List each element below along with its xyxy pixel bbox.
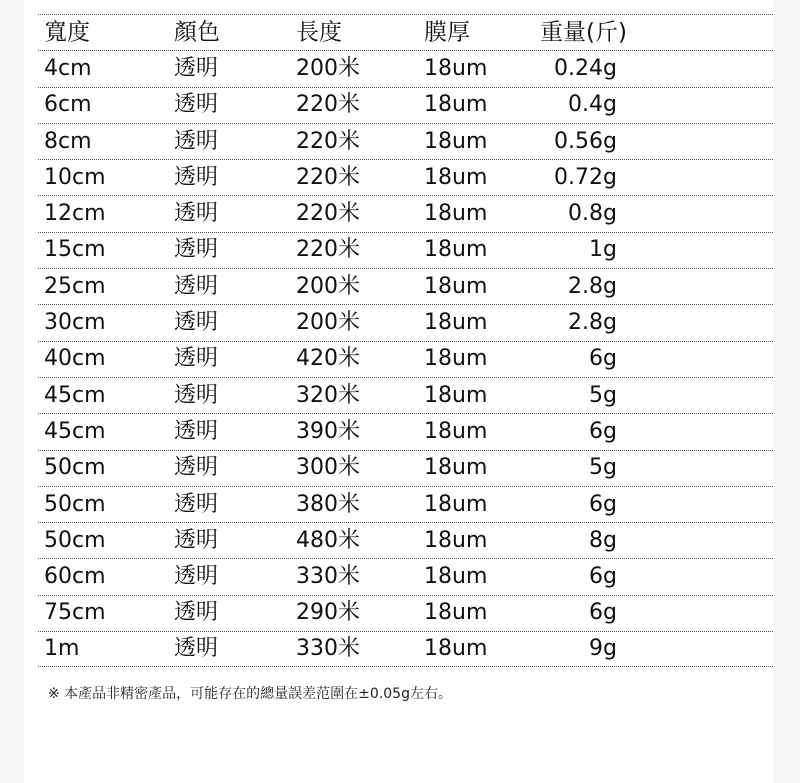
table-row: [38, 195, 773, 231]
cell-weight: 1g: [589, 237, 617, 263]
cell-weight: 5g: [589, 455, 617, 481]
cell-length: 220米: [296, 201, 360, 227]
cell-width: 10cm: [44, 164, 106, 190]
table-row: [38, 450, 773, 486]
cell-length: 220米: [296, 164, 360, 190]
header-weight: 重量(斤): [540, 19, 627, 46]
cell-length: 200米: [296, 310, 360, 336]
cell-width: 30cm: [44, 310, 106, 336]
spec-table: [38, 14, 773, 667]
cell-film-thickness: 18um: [424, 164, 488, 190]
cell-color: 透明: [174, 455, 219, 481]
cell-film-thickness: 18um: [424, 310, 488, 336]
cell-color: 透明: [174, 564, 219, 590]
footnote: ※ 本產品非精密產品，可能存在的總量誤差范圍在±0.05g左右。: [48, 686, 452, 702]
cell-color: 透明: [174, 346, 219, 372]
cell-color: 透明: [174, 237, 219, 263]
cell-color: 透明: [174, 55, 219, 81]
cell-width: 12cm: [44, 201, 106, 227]
table-header-row: [38, 14, 773, 50]
cell-weight: 0.8g: [568, 201, 617, 227]
cell-length: 420米: [296, 346, 360, 372]
cell-length: 330米: [296, 564, 360, 590]
header-color: 顏色: [174, 19, 220, 46]
cell-film-thickness: 18um: [424, 55, 488, 81]
table-row: [38, 268, 773, 304]
table-row: [38, 159, 773, 195]
cell-length: 380米: [296, 491, 360, 517]
cell-color: 透明: [174, 128, 219, 154]
table-row: [38, 304, 773, 340]
cell-film-thickness: 18um: [424, 636, 488, 662]
cell-weight: 0.4g: [568, 92, 617, 118]
cell-film-thickness: 18um: [424, 273, 488, 299]
cell-film-thickness: 18um: [424, 527, 488, 553]
cell-color: 透明: [174, 201, 219, 227]
cell-length: 480米: [296, 527, 360, 553]
cell-color: 透明: [174, 527, 219, 553]
cell-weight: 0.56g: [554, 128, 617, 154]
cell-weight: 6g: [589, 418, 617, 444]
cell-width: 6cm: [44, 92, 92, 118]
cell-weight: 8g: [589, 527, 617, 553]
header-length: 長度: [296, 19, 342, 46]
cell-length: 220米: [296, 92, 360, 118]
cell-width: 40cm: [44, 346, 106, 372]
cell-film-thickness: 18um: [424, 600, 488, 626]
cell-width: 1m: [44, 636, 80, 662]
cell-weight: 0.24g: [554, 55, 617, 81]
cell-film-thickness: 18um: [424, 237, 488, 263]
cell-width: 8cm: [44, 128, 92, 154]
cell-film-thickness: 18um: [424, 418, 488, 444]
cell-film-thickness: 18um: [424, 346, 488, 372]
cell-color: 透明: [174, 636, 219, 662]
cell-width: 25cm: [44, 273, 106, 299]
cell-length: 330米: [296, 636, 360, 662]
cell-color: 透明: [174, 273, 219, 299]
table-row: [38, 123, 773, 159]
cell-film-thickness: 18um: [424, 382, 488, 408]
table-row: [38, 377, 773, 413]
table-row: [38, 87, 773, 123]
cell-width: 60cm: [44, 564, 106, 590]
table-row: [38, 341, 773, 377]
cell-weight: 9g: [589, 636, 617, 662]
cell-film-thickness: 18um: [424, 564, 488, 590]
cell-color: 透明: [174, 382, 219, 408]
cell-color: 透明: [174, 491, 219, 517]
cell-length: 290米: [296, 600, 360, 626]
table-row: [38, 522, 773, 558]
cell-width: 45cm: [44, 382, 106, 408]
cell-weight: 2.8g: [568, 310, 617, 336]
table-row: [38, 232, 773, 268]
cell-length: 200米: [296, 55, 360, 81]
cell-weight: 0.72g: [554, 164, 617, 190]
cell-weight: 6g: [589, 491, 617, 517]
cell-color: 透明: [174, 418, 219, 444]
table-row: [38, 595, 773, 631]
cell-width: 50cm: [44, 455, 106, 481]
cell-width: 50cm: [44, 491, 106, 517]
cell-film-thickness: 18um: [424, 455, 488, 481]
table-row: [38, 50, 773, 86]
cell-width: 45cm: [44, 418, 106, 444]
cell-color: 透明: [174, 164, 219, 190]
cell-film-thickness: 18um: [424, 491, 488, 517]
table-row: [38, 558, 773, 594]
header-film-thickness: 膜厚: [424, 19, 470, 46]
cell-width: 4cm: [44, 55, 92, 81]
table-row: [38, 413, 773, 449]
table-body: [38, 50, 773, 667]
cell-width: 75cm: [44, 600, 106, 626]
cell-color: 透明: [174, 92, 219, 118]
cell-length: 220米: [296, 237, 360, 263]
cell-weight: 6g: [589, 600, 617, 626]
cell-color: 透明: [174, 310, 219, 336]
table-row: [38, 631, 773, 667]
cell-weight: 6g: [589, 346, 617, 372]
cell-length: 320米: [296, 382, 360, 408]
table-row: [38, 486, 773, 522]
cell-film-thickness: 18um: [424, 201, 488, 227]
cell-length: 390米: [296, 418, 360, 444]
cell-film-thickness: 18um: [424, 128, 488, 154]
header-width: 寬度: [44, 19, 90, 46]
cell-color: 透明: [174, 600, 219, 626]
cell-weight: 2.8g: [568, 273, 617, 299]
cell-length: 200米: [296, 273, 360, 299]
cell-weight: 6g: [589, 564, 617, 590]
cell-length: 220米: [296, 128, 360, 154]
cell-film-thickness: 18um: [424, 92, 488, 118]
cell-width: 15cm: [44, 237, 106, 263]
cell-width: 50cm: [44, 527, 106, 553]
cell-length: 300米: [296, 455, 360, 481]
cell-weight: 5g: [589, 382, 617, 408]
